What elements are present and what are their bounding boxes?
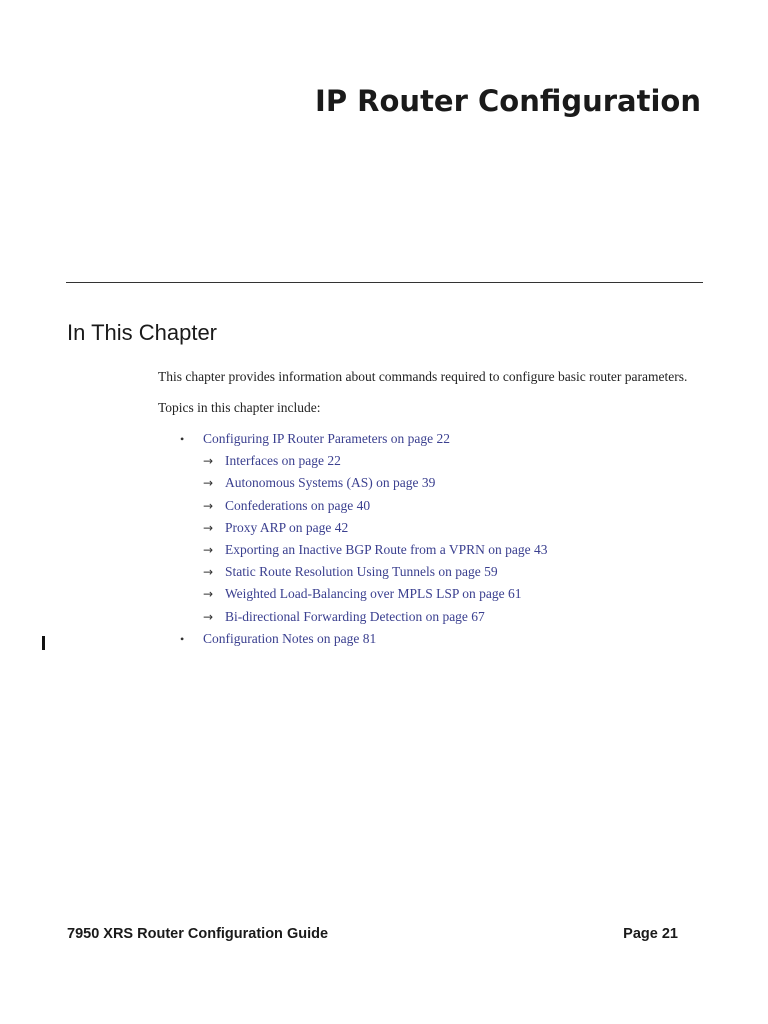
arrow-right-icon: → bbox=[203, 542, 214, 557]
arrow-right-icon: → bbox=[203, 565, 214, 580]
toc-link-autonomous-systems[interactable]: Autonomous Systems (AS) on page 39 bbox=[225, 475, 436, 491]
change-bar-marker bbox=[42, 636, 45, 650]
toc-link-configuration-notes[interactable]: Configuration Notes on page 81 bbox=[203, 630, 377, 646]
toc-link-exporting-inactive-bgp-route[interactable]: Exporting an Inactive BGP Route from a VPRN on page 43 bbox=[225, 541, 548, 557]
toc-link-static-route-resolution[interactable]: Static Route Resolution Using Tunnels on page 59 bbox=[225, 564, 498, 580]
toc-link-weighted-load-balancing[interactable]: Weighted Load-Balancing over MPLS LSP on page 61 bbox=[225, 586, 522, 602]
bullet-icon: • bbox=[180, 432, 185, 446]
toc-link-proxy-arp[interactable]: Proxy ARP on page 42 bbox=[225, 519, 349, 535]
footer-page-number: Page 21 bbox=[623, 926, 678, 942]
arrow-right-icon: → bbox=[203, 476, 214, 491]
toc-link-confederations[interactable]: Confederations on page 40 bbox=[225, 497, 371, 513]
toc-link-interfaces[interactable]: Interfaces on page 22 bbox=[225, 453, 341, 469]
section-heading: In This Chapter bbox=[67, 320, 218, 345]
arrow-right-icon: → bbox=[203, 587, 214, 602]
intro-paragraph: This chapter provides information about commands required to configure basic router parameters. bbox=[158, 369, 688, 384]
toc-link-configuring-ip-router-parameters[interactable]: Configuring IP Router Parameters on page 22 bbox=[203, 431, 450, 446]
topics-lead: Topics in this chapter include: bbox=[158, 400, 321, 415]
chapter-divider bbox=[66, 282, 703, 283]
arrow-right-icon: → bbox=[203, 520, 214, 535]
arrow-right-icon: → bbox=[203, 454, 214, 469]
arrow-right-icon: → bbox=[203, 609, 214, 624]
footer-guide-title: 7950 XRS Router Configuration Guide bbox=[67, 926, 329, 942]
bullet-icon: • bbox=[180, 631, 185, 646]
toc-link-bidirectional-forwarding-detection[interactable]: Bi-directional Forwarding Detection on page 67 bbox=[225, 608, 485, 624]
chapter-title: IP Router Configuration bbox=[315, 84, 701, 118]
arrow-right-icon: → bbox=[203, 498, 214, 513]
